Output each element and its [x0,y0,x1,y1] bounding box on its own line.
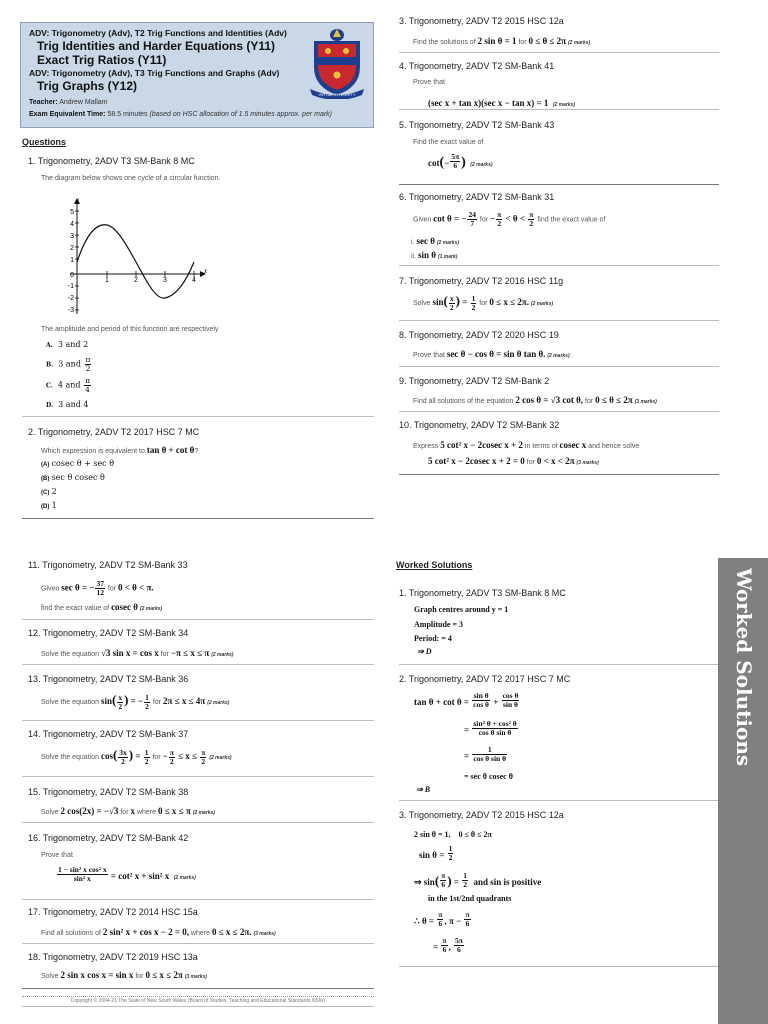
divider [399,474,719,475]
q2-option-b[interactable]: (B) sec θ cosec θ [41,473,105,482]
divider [22,664,374,665]
q6-part-i: i. sec θ (2 marks) [411,236,460,246]
q17-title: 17. Trigonometry, 2ADV T2 2014 HSC 15a [28,907,198,917]
q4-expression: (sec x + tan x)(sec x − tan x) = 1 (2 marks) [428,98,576,108]
questions-heading: Questions [22,137,67,147]
worked-solutions-sidebar [718,558,768,1024]
q3-title: 3. Trigonometry, 2ADV T2 2015 HSC 12a [399,16,564,26]
topic-line-2: ADV: Trigonometry (Adv), T3 Trig Functions and Graphs (Adv) [29,68,280,78]
q1-sine-graph [62,196,212,318]
y-tick-4: 4 [70,221,74,228]
q2-option-a[interactable]: (A) cosec θ + sec θ [41,459,115,468]
school-crest-icon [306,27,368,99]
q16-text: Prove that [41,852,73,859]
q2-intro: Which expression is equivalent to tan θ + cot θ? [41,445,199,455]
divider [399,664,719,665]
topic-title-3: Trig Graphs (Y12) [37,79,138,93]
s3-step-2: sin θ = $\frac{1}{2}$ [419,844,453,863]
q6-part-ii: ii. sin θ (1 mark) [411,250,458,260]
x-tick-1: 1 [105,277,109,284]
x-tick-4: 4 [192,277,196,284]
q3-text: Find the solutions of 2 sin θ = 1 for 0 ≤ θ ≤ 2π (2 marks) [413,36,591,46]
s1-line-3: Period: = 4 [414,634,452,643]
q16-title: 16. Trigonometry, 2ADV T2 SM-Bank 42 [28,833,189,843]
q7-title: 7. Trigonometry, 2ADV T2 2016 HSC 11g [399,276,564,286]
q14-text: Solve the equation cos( $\frac{3x}{2}$ ) = $\frac{1}{2}$ for − $\frac{\pi}{2}$ ≤ x ≤ $\frac{\pi}{2}$ (2 marks) [41,747,232,766]
divider [22,518,374,519]
divider [399,411,719,412]
q5-expression: cot(− $\frac{5\pi}{6}$ ) (2 marks) [428,152,493,171]
q4-title: 4. Trigonometry, 2ADV T2 SM-Bank 41 [399,61,555,71]
q11-text: Given sec θ = − $\frac{37}{12}$ for 0 < θ < π. [41,579,154,597]
teacher-line [29,99,107,106]
divider [22,1006,374,1007]
svg-text:VIRTUE INTEGRITY: VIRTUE INTEGRITY [318,92,356,97]
s3-title: 3. Trigonometry, 2ADV T2 2015 HSC 12a [399,810,564,820]
q14-title: 14. Trigonometry, 2ADV T2 SM-Bank 37 [28,729,189,739]
q1-intro: The diagram below shows one cycle of a circular function. [41,175,221,182]
q6-title: 6. Trigonometry, 2ADV T2 SM-Bank 31 [399,192,555,202]
s2-title: 2. Trigonometry, 2ADV T2 2017 HSC 7 MC [399,674,571,684]
sidebar-label: Worked Solutions [732,568,756,767]
exam-time-line [29,111,332,118]
q1-title: 1. Trigonometry, 2ADV T3 SM-Bank 8 MC [28,156,195,166]
q13-title: 13. Trigonometry, 2ADV T2 SM-Bank 36 [28,674,189,684]
q7-text: Solve sin( $\frac{x}{2}$ ) = $\frac{1}{2}$ for 0 ≤ x ≤ 2π. (2 marks) [413,293,554,312]
y-tick-m2: -2 [67,295,74,302]
topic-title-1: Trig Identities and Harder Equations (Y11) [37,39,276,53]
q2-option-c[interactable]: (C) 2 [41,487,57,496]
y-tick-0: 0 [70,272,74,279]
exam-time-value: 58.5 minutes [107,111,148,118]
q1-question: The amplitude and period of this function are respectively [41,326,219,333]
teacher-name: Andrew Mallam [59,99,108,106]
q9-title: 9. Trigonometry, 2ADV T2 SM-Bank 2 [399,376,550,386]
divider [22,822,374,823]
x-axis-label: x [204,267,208,275]
x-tick-2: 2 [134,277,138,284]
divider [22,899,374,900]
divider [399,366,719,367]
copyright-notice: Copyright © 2004-21 The State of New South Wales (Board of Studies, Teaching and Educational Standards NSW) [22,996,374,1004]
divider [399,966,719,967]
q6-text: Given cot θ = − $\frac{24}{7}$ for − $\frac{\pi}{2}$ < θ < $\frac{\pi}{2}$ find the exact value of [413,210,606,228]
s3-step-3: ⇒ sin( $\frac{\pi}{6}$ ) = $\frac{1}{2}$ and sin is positive [414,871,542,890]
q10-equation: 5 cot² x − 2cosec x + 2 = 0 for 0 < x < 2π (3 marks) [428,456,599,466]
divider [22,416,374,417]
s1-line-4: ⇒ D [417,647,432,656]
q4-text: Prove that [413,79,445,86]
q5-title: 5. Trigonometry, 2ADV T2 SM-Bank 43 [399,120,555,130]
q2-option-d[interactable]: (D) 1 [41,501,57,510]
q11-title: 11. Trigonometry, 2ADV T2 SM-Bank 33 [28,560,188,570]
q12-text: Solve the equation √3 sin x = cos x for −π ≤ x ≤ π (2 marks) [41,648,234,658]
y-tick-5: 5 [70,209,74,216]
q9-text: Find all solutions of the equation 2 cos θ = √3 cot θ, for 0 ≤ θ ≤ 2π (3 marks) [413,395,657,405]
x-tick-3: 3 [163,277,167,284]
s2-step-2: = $\frac{\text{sin² θ + cos² θ}}{\text{cos θ sin θ}}$ [464,719,517,738]
y-axis-label: y [76,196,80,204]
q8-text: Prove that sec θ − cos θ = sin θ tan θ. (2 marks) [413,349,570,359]
q10-text: Express 5 cot² x − 2cosec x + 2 in terms of cosec x and hence solve [413,440,640,450]
s2-step-4: = sec θ cosec θ [464,772,513,781]
q18-text: Solve 2 sin x cos x = sin x for 0 ≤ x ≤ 2π (3 marks) [41,970,207,980]
q1-option-b[interactable]: B. 3 and $\frac{\pi}{2}$ [46,355,91,373]
q11-text-2: find the exact value of cosec θ (2 marks) [41,602,163,612]
divider [22,943,374,944]
q15-title: 15. Trigonometry, 2ADV T2 SM-Bank 38 [28,787,189,797]
topic-line-1: ADV: Trigonometry (Adv), T2 Trig Functions and Identities (Adv) [29,28,287,38]
divider [399,52,719,53]
divider [22,776,374,777]
divider [399,109,719,110]
s3-step-5: ∴ θ = $\frac{\pi}{6}$ , π − $\frac{\pi}{6}$ [414,910,470,929]
s1-line-1: Graph centres around y = 1 [414,605,509,614]
s2-step-3: = $\frac{1}{\text{cos θ sin θ}}$ [464,745,507,764]
q2-title: 2. Trigonometry, 2ADV T2 2017 HSC 7 MC [28,427,200,437]
exam-time-note: (based on HSC allocation of 1.5 minutes approx. per mark) [149,111,332,118]
divider [22,988,374,989]
s3-step-1: 2 sin θ = 1, 0 ≤ θ ≤ 2π [414,830,492,839]
teacher-label: Teacher: [29,99,58,106]
q16-expression: $\frac{\text{1 − sin² x cos² x}}{\text{sin² x}}$ = cot² x + sin² x (2 marks) [58,865,196,884]
y-tick-2: 2 [70,245,74,252]
q5-text: Find the exact value of [413,139,484,146]
s2-step-1: tan θ + cot θ = $\frac{\text{sin θ}}{\text{cos θ}}$ + $\frac{\text{cos θ}}{\text{sin θ}}$ [414,691,519,710]
s2-answer: ⇒ B [416,785,431,794]
q18-title: 18. Trigonometry, 2ADV T2 2019 HSC 13a [28,952,198,962]
s3-step-4: in the 1st/2nd quadrants [428,894,512,903]
q13-text: Solve the equation sin( $\frac{x}{2}$ ) = − $\frac{1}{2}$ for 2π ≤ x ≤ 4π (2 marks) [41,692,230,711]
y-tick-3: 3 [70,233,74,240]
q8-title: 8. Trigonometry, 2ADV T2 2020 HSC 19 [399,330,559,340]
q1-option-a[interactable]: A. 3 and 2 [46,340,89,349]
divider [399,184,719,185]
q1-option-d[interactable]: D. 3 and 4 [46,400,89,409]
q12-title: 12. Trigonometry, 2ADV T2 SM-Bank 34 [28,628,189,638]
divider [399,320,719,321]
q15-text: Solve 2 cos(2x) = −√3 for x where 0 ≤ x ≤ π (2 marks) [41,806,215,816]
sine-curve [77,225,194,298]
divider [22,619,374,620]
exam-time-label: Exam Equivalent Time: [29,111,106,118]
worked-solutions-heading: Worked Solutions [396,560,473,570]
divider [22,720,374,721]
s1-line-2: Amplitude = 3 [414,620,464,629]
divider [399,265,719,266]
y-tick-1: 1 [70,257,74,264]
q1-option-c[interactable]: C. 4 and $\frac{\pi}{4}$ [46,376,91,394]
divider [399,800,719,801]
topic-title-2: Exact Trig Ratios (Y11) [37,53,167,67]
s1-title: 1. Trigonometry, 2ADV T3 SM-Bank 8 MC [399,588,566,598]
y-tick-m3: -3 [67,307,74,314]
q10-title: 10. Trigonometry, 2ADV T2 SM-Bank 32 [399,420,560,430]
q17-text: Find all solutions of 2 sin² x + cos x − 2 = 0, where 0 ≤ x ≤ 2π. (3 marks) [41,927,276,937]
y-tick-m1: -1 [67,283,74,290]
title-banner [20,22,374,128]
s3-step-6: = $\frac{\pi}{6}$ , $\frac{5\pi}{6}$ [433,936,463,955]
